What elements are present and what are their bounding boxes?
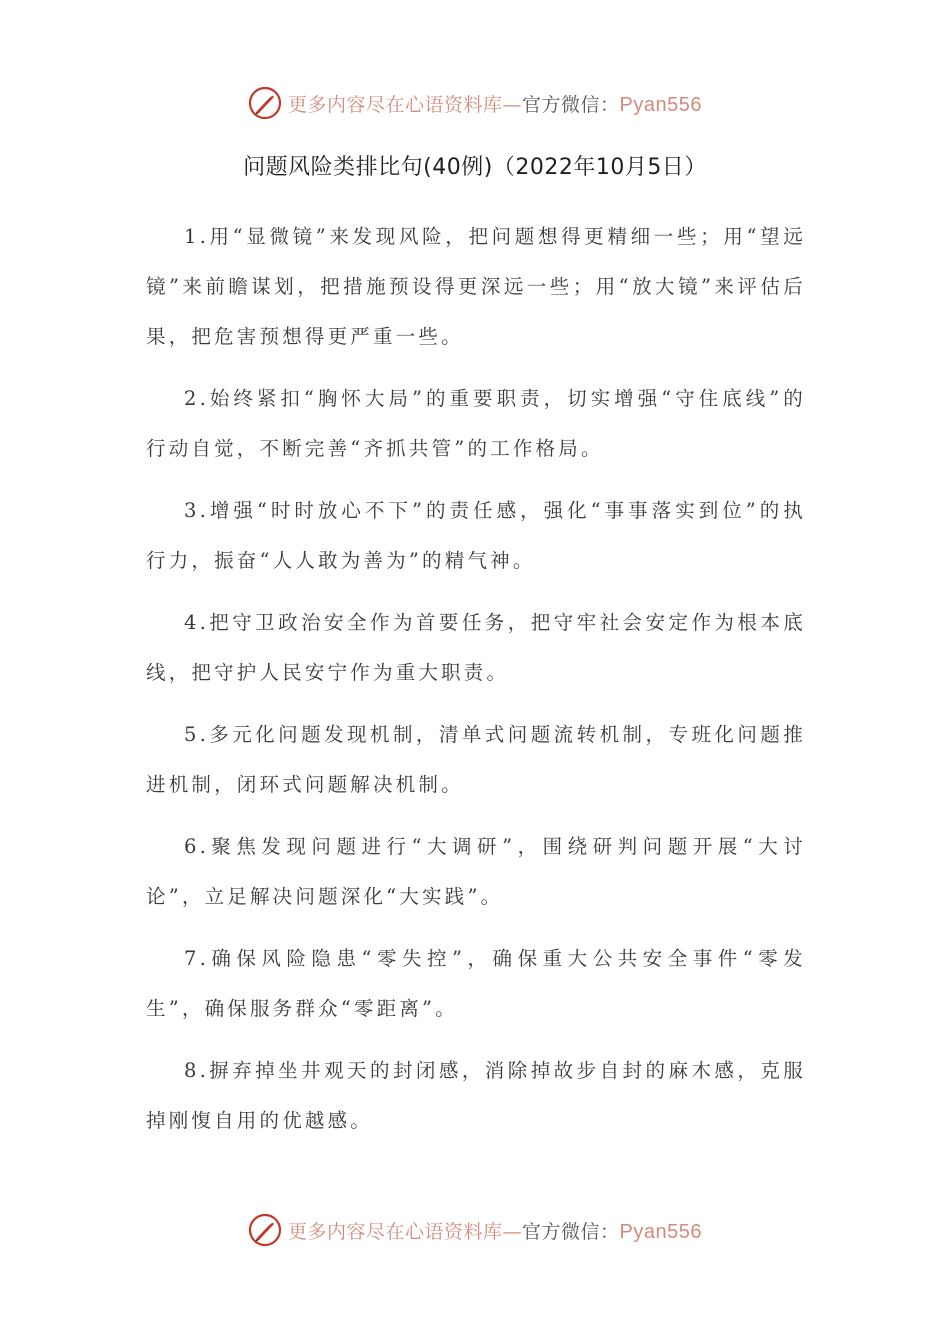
quill-pen-logo-icon	[248, 1213, 282, 1247]
paragraph-3: 3.增强“时时放心不下”的责任感，强化“事事落实到位”的执行力，振奋“人人敢为善为”的精气神。	[146, 499, 806, 572]
banner-site-name: 更多内容尽在心语资料库	[288, 93, 503, 116]
paragraph-6: 6.聚焦发现问题进行“大调研”，围绕研判问题开展“大讨论”，立足解决问题深化“大实践”。	[146, 835, 806, 908]
paragraph-4: 4.把守卫政治安全作为首要任务，把守牢社会安定作为根本底线，把守护人民安宁作为重大职责。	[146, 611, 806, 684]
banner-site-name: 更多内容尽在心语资料库	[288, 1220, 503, 1243]
paragraph-1: 1.用“显微镜”来发现风险，把问题想得更精细一些；用“望远镜”来前瞻谋划，把措施预设得更深远一些；用“放大镜”来评估后果，把危害预想得更严重一些。	[146, 225, 806, 348]
banner-wechat-id: Pyan556	[619, 93, 702, 116]
quill-pen-logo-icon	[248, 86, 282, 120]
banner-dash: —	[502, 93, 523, 116]
banner-wechat-label: 官方微信：	[522, 93, 620, 116]
document-body	[146, 212, 806, 1158]
banner-dash: —	[502, 1220, 523, 1243]
paragraph-8: 8.摒弃掉坐井观天的封闭感，消除掉故步自封的麻木感，克服掉刚愎自用的优越感。	[146, 1059, 806, 1132]
footer-banner	[0, 1210, 950, 1250]
banner-wechat-label: 官方微信：	[522, 1220, 620, 1243]
banner-wechat-id: Pyan556	[619, 1220, 702, 1243]
header-banner	[0, 83, 950, 123]
paragraph-7: 7.确保风险隐患“零失控”，确保重大公共安全事件“零发生”，确保服务群众“零距离”。	[146, 947, 806, 1020]
page-title: 问题风险类排比句(40例)（2022年10月5日）	[243, 155, 707, 180]
paragraph-2: 2.始终紧扣“胸怀大局”的重要职责，切实增强“守住底线”的行动自觉，不断完善“齐抓共管”的工作格局。	[146, 387, 806, 460]
paragraph-5: 5.多元化问题发现机制，清单式问题流转机制，专班化问题推进机制，闭环式问题解决机制。	[146, 723, 806, 796]
